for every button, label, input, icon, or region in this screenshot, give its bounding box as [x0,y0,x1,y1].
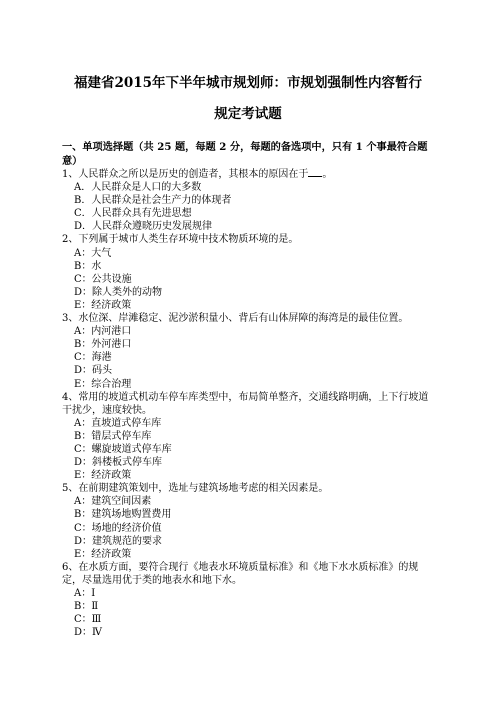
answer-option: B：外河港口 [74,339,132,351]
question-stem: 4、常用的坡道式机动车停车库类型中，布局简单整齐，交通线路明确，上下行坡道干扰少，速度较快。 [62,391,429,416]
answer-option: B：建筑场地购置费用 [74,509,172,521]
answer-blank [308,166,322,177]
question-stem: 2、下列属于城市人类生存环境中技术物质环境的是。 [62,234,299,246]
answer-option: E：综合治理 [74,378,132,390]
answer-option: D：码头 [74,365,113,377]
answer-option: A：内河港口 [74,326,132,338]
answer-option: C：海港 [74,352,112,364]
answer-option: D：斜楼板式停车库 [74,457,163,469]
question-stem: 3、水位深、岸滩稳定、泥沙淤积量小、背后有山体屏障的海湾是的最佳位置。 [62,313,409,325]
answer-option: C：场地的经济价值 [74,522,162,534]
question-stem: 6、在水质方面，要符合现行《地表水环境质量标准》和《地下水水质标准》的规定，尽量选用优于类的地表水和地下水。 [62,561,419,586]
answer-option: D：除人类外的动物 [74,286,163,298]
question-list [62,166,434,639]
answer-option: B：错层式停车库 [74,430,152,442]
question-stem: 5、在前期建筑策划中，选址与建筑场地考虑的相关因素是。 [62,483,329,495]
question-stem-end: 。 [322,169,333,180]
answer-option: A：Ⅰ [74,588,96,599]
answer-option: C：螺旋坡道式停车库 [74,443,172,455]
answer-option: E：经济政策 [74,299,132,311]
answer-option: C：公共设施 [74,273,132,285]
answer-option: C．人民群众具有先进思想 [74,208,192,220]
question-stem [62,166,434,181]
answer-option: D：建筑规范的要求 [74,535,163,547]
answer-option: A．人民群众是人口的大多数 [74,182,202,194]
document-title-line-2: 规定考试题 [214,106,282,122]
answer-option: B：水 [74,260,102,272]
document-title-line-1: 福建省2015年下半年城市规划师：市规划强制性内容暂行 [73,75,423,91]
answer-option: B．人民群众是社会生产力的体现者 [74,195,232,207]
answer-option: A：建筑空间因素 [74,496,152,508]
answer-option: C：Ⅲ [74,614,102,626]
section-heading: 一、单项选择题（共 25 题，每题 2 分，每题的备选项中，只有 1 个事最符合题意） [62,141,428,167]
answer-option: E：经济政策 [74,548,132,560]
answer-option: E：经济政策 [74,470,132,482]
answer-option: A：直坡道式停车库 [74,417,162,429]
answer-option: D：Ⅳ [74,627,103,639]
answer-option: A：大气 [74,247,112,259]
answer-option: D．人民群众遵晓历史发展规律 [74,221,213,233]
question-stem-text: 1、人民群众之所以是历史的创造者，其根本的原因在于 [62,169,309,180]
answer-option: B：Ⅱ [74,601,99,613]
